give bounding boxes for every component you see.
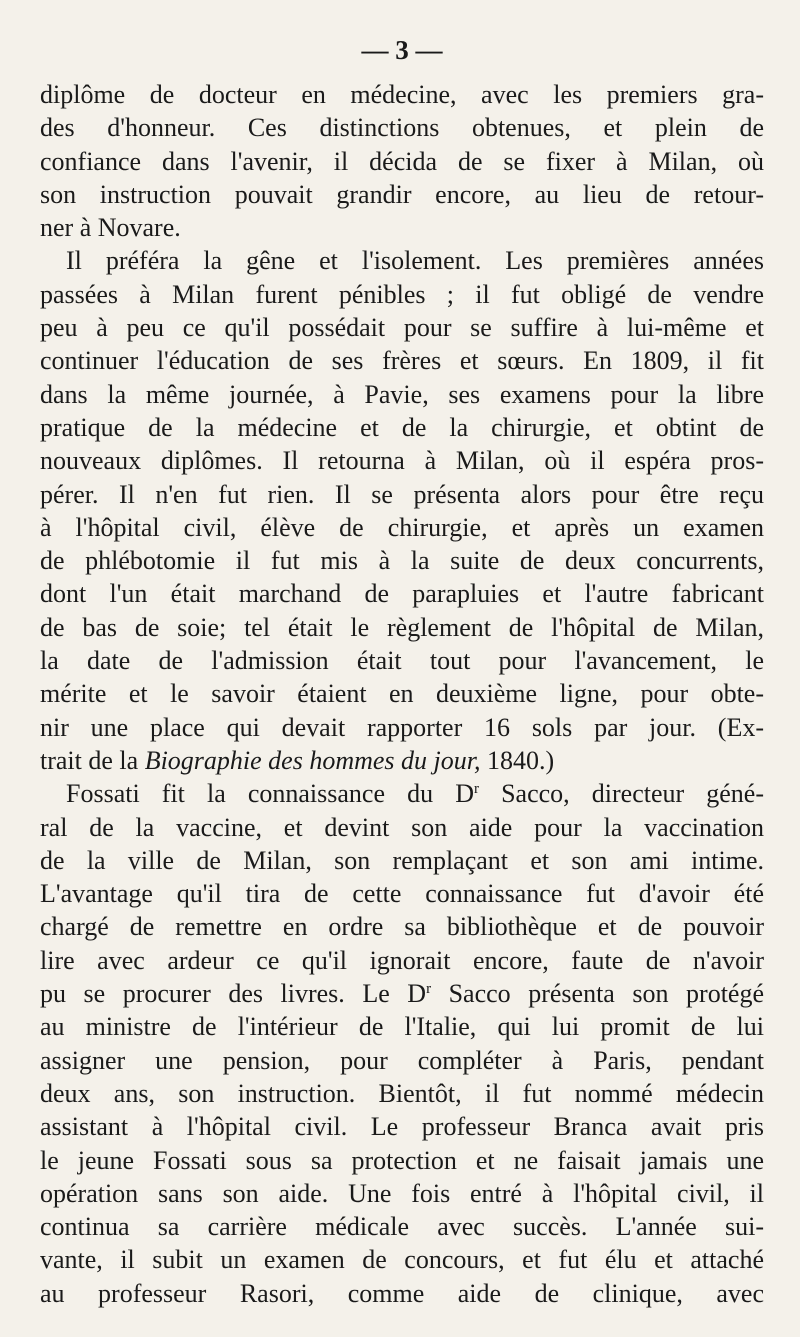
paragraph-2: [40, 244, 764, 777]
text-line: Il préféra la gêne et l'isolement. Les premières années: [66, 246, 764, 276]
text-line: ner à Novare.: [40, 213, 181, 243]
text-line: deux ans, son instruction. Bientôt, il fut nommé médecin: [40, 1078, 764, 1108]
paragraph-3: [40, 777, 764, 1310]
text-line: son instruction pouvait grandir encore, au lieu de retour-: [40, 179, 764, 209]
text-line: nouveaux diplômes. Il retourna à Milan, où il espéra pros-: [40, 446, 764, 476]
text-line: au ministre de l'intérieur de l'Italie, qui lui promit de lui: [40, 1012, 764, 1042]
text-line: chargé de remettre en ordre sa bibliothèque et de pouvoir: [40, 912, 764, 942]
page-number: — 3 —: [361, 35, 443, 65]
text-line: mérite et le savoir étaient en deuxième ligne, pour obte-: [40, 679, 764, 709]
text-line: assistant à l'hôpital civil. Le professeur Branca avait pris: [40, 1112, 764, 1142]
superscript: r: [426, 981, 432, 998]
text-line: de phlébotomie il fut mis à la suite de deux concurrents,: [40, 546, 764, 576]
text-line: pérer. Il n'en fut rien. Il se présenta alors pour être reçu: [40, 479, 764, 509]
text-line: [40, 744, 764, 777]
text-line: L'avantage qu'il tira de cette connaissance fut d'avoir été: [40, 879, 764, 909]
text-line: vante, il subit un examen de concours, et fut élu et attaché: [40, 1245, 764, 1275]
text-line: continuer l'éducation de ses frères et sœurs. En 1809, il fit: [40, 346, 764, 376]
text-line: nir une place qui devait rapporter 16 sols par jour. (Ex-: [40, 712, 764, 742]
text-line: de bas de soie; tel était le règlement de l'hôpital de Milan,: [40, 612, 764, 642]
text-line: ral de la vaccine, et devint son aide pour la vaccination: [40, 812, 764, 842]
text-line: au professeur Rasori, comme aide de clinique, avec: [40, 1278, 764, 1308]
text-line: [40, 777, 764, 810]
text-line: opération sans son aide. Une fois entré à l'hôpital civil, il: [40, 1178, 764, 1208]
paragraph-1: [40, 78, 764, 244]
text-line: [40, 977, 764, 1010]
text-line: passées à Milan furent pénibles ; il fut obligé de vendre: [40, 279, 764, 309]
text-line: la date de l'admission était tout pour l'avancement, le: [40, 646, 764, 676]
text-line: dans la même journée, à Pavie, ses examens pour la libre: [40, 379, 764, 409]
text-line: lire avec ardeur ce qu'il ignorait encore, faute de n'avoir: [40, 945, 764, 975]
text-line: des d'honneur. Ces distinctions obtenues, et plein de: [40, 113, 764, 143]
text-line: diplôme de docteur en médecine, avec les premiers gra-: [40, 80, 764, 109]
text-line: confiance dans l'avenir, il décida de se fixer à Milan, où: [40, 146, 764, 176]
text-line: assigner une pension, pour compléter à Paris, pendant: [40, 1045, 764, 1075]
book-title-italic: Biographie des hommes du jour,: [144, 745, 481, 775]
text-line: à l'hôpital civil, élève de chirurgie, et après un examen: [40, 512, 764, 542]
text-fragment: 1840.): [480, 745, 555, 775]
text-line: pratique de la médecine et de la chirurgie, et obtint de: [40, 412, 764, 442]
text-line: le jeune Fossati sous sa protection et ne faisait jamais une: [40, 1145, 764, 1175]
text-line: dont l'un était marchand de parapluies et l'autre fabricant: [40, 579, 764, 609]
text-fragment: Fossati fit la connaissance du D: [66, 779, 474, 809]
text-fragment: trait de la: [40, 745, 145, 775]
text-line: continua sa carrière médicale avec succès. L'année sui-: [40, 1212, 764, 1242]
text-line: peu à peu ce qu'il possédait pour se suffire à lui-même et: [40, 313, 764, 343]
text-fragment: pu se procurer des livres. Le D: [40, 979, 427, 1009]
superscript: r: [474, 781, 479, 798]
text-fragment: Sacco, directeur géné-: [479, 779, 765, 809]
text-line: de la ville de Milan, son remplaçant et son ami intime.: [40, 845, 764, 875]
text-fragment: Sacco présenta son protégé: [431, 979, 764, 1009]
